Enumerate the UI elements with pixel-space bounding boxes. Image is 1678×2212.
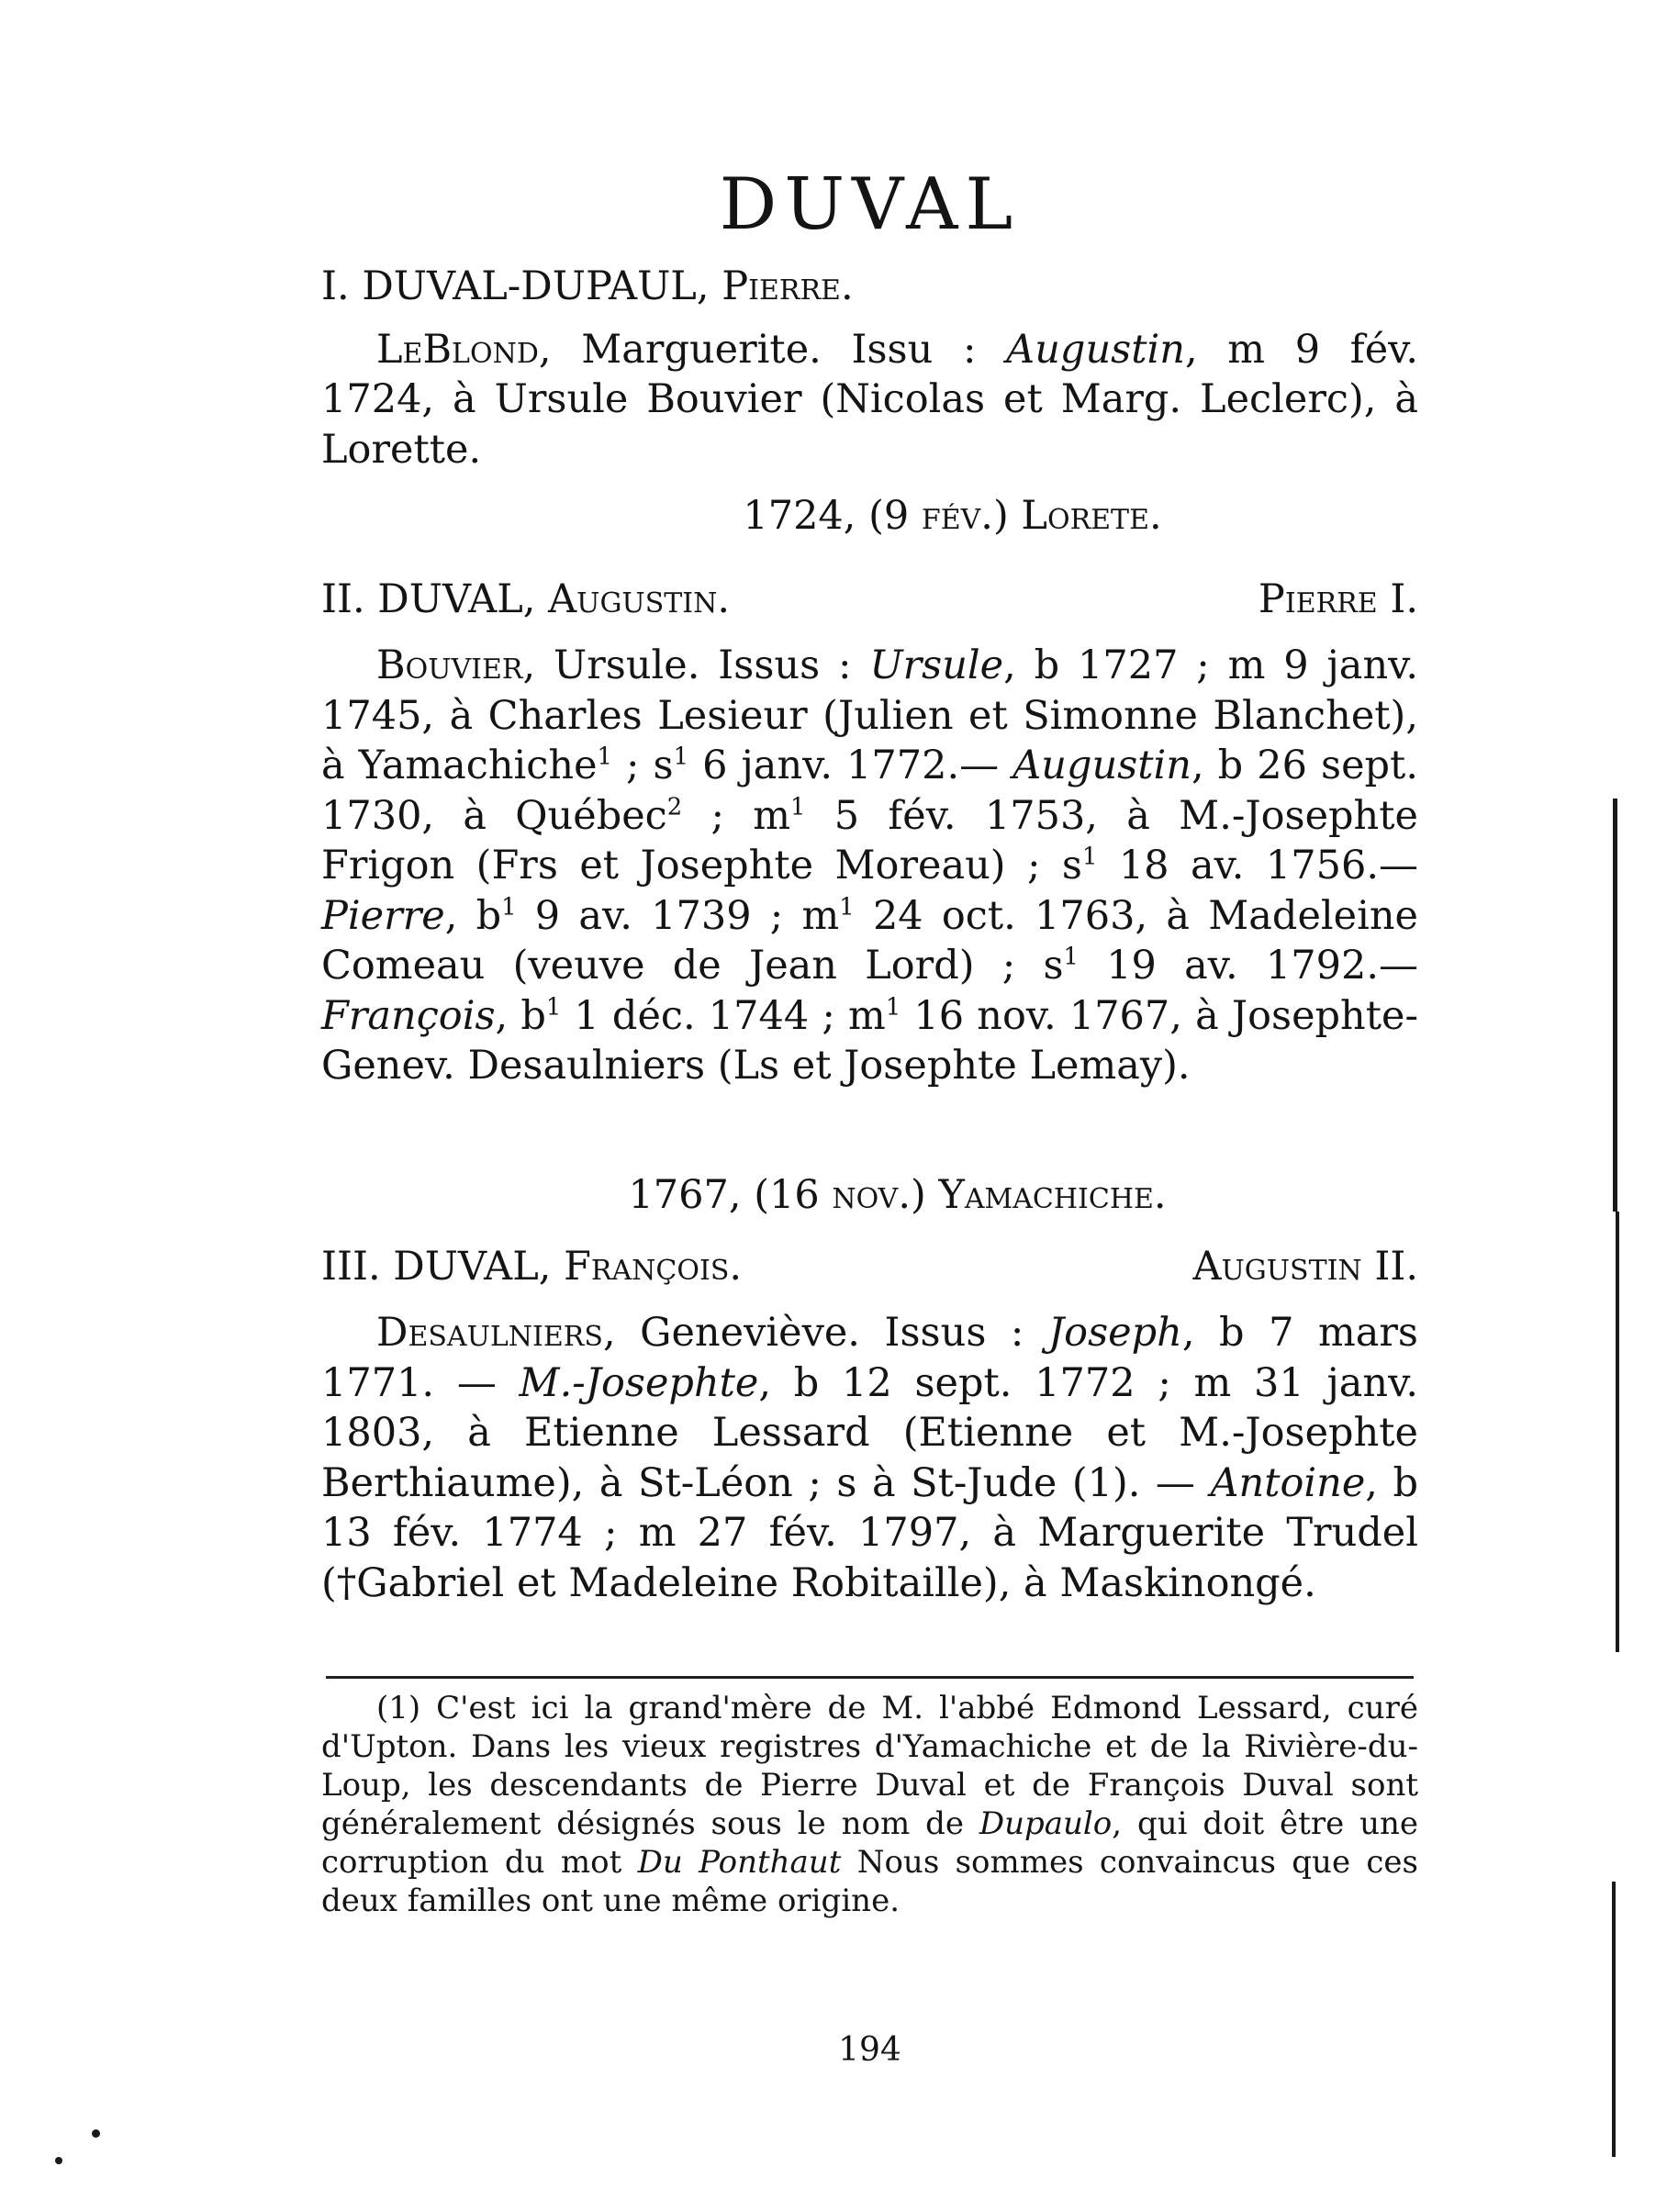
- entry-3-text: , b 12 sept. 1772 ; m 31 janv. 1803, à Etienne Lessard (Etienne et M.-Josephte Berthiaume), à St-Léon ; s à St-Jude (1). —: [321, 1359, 1418, 1506]
- footnote-ref: 1: [501, 893, 517, 922]
- entry-2-text: 6 janv. 1772.—: [688, 743, 1013, 788]
- footnote-ref: 2: [666, 793, 683, 821]
- entry-2-text: 18 av. 1756.—: [1097, 843, 1418, 888]
- footnote-italic: Du Ponthaut: [637, 1844, 842, 1881]
- entry-2-text: 19 av. 1792.—: [1078, 943, 1418, 989]
- entry-3-spouse: Desaulniers: [376, 1310, 603, 1356]
- entry-3-text: , b 7 mars 1771. —: [321, 1310, 1418, 1406]
- footnote-rule: [326, 1676, 1414, 1679]
- footnote-ref: 1: [545, 993, 562, 1022]
- scan-edge-mark: [1612, 1882, 1616, 2157]
- entry-3-child-1: Joseph: [1047, 1310, 1182, 1356]
- entry-2-text: 24 oct. 1763, à Madeleine Comeau (veuve de Jean Lord) ; s: [321, 892, 1418, 989]
- entry-3-heading: [321, 1244, 1418, 1290]
- entry-2-child-2: Augustin: [1012, 743, 1191, 788]
- footnote-text: (1) C'est ici la grand'mère de M. l'abbé Edmond Lessard, curé d'Upton. Dans les vieux registres d'Yamachiche et de la Rivière-du-Loup, les descendants de Pierre Duval et de François Duval sont généralement désignés sous le nom de: [321, 1690, 1418, 1842]
- footnote-ref: 1: [839, 893, 855, 922]
- entry-2-text: , b: [495, 992, 546, 1039]
- entry-3-child-2: M.-Josephte: [519, 1359, 759, 1406]
- scan-speck: [92, 2129, 100, 2138]
- entry-2-text: 5 fév. 1753, à M.-Josephte Frigon (Frs et Josephte Moreau) ; s: [321, 792, 1418, 888]
- entry-2-text: , b: [444, 892, 502, 939]
- entry-2-issus: , Ursule. Issus :: [522, 642, 870, 688]
- scan-speck: [55, 2157, 62, 2164]
- entry-3-heading-left: III. DUVAL, François.: [321, 1244, 743, 1290]
- entry-3-paragraph: [321, 1308, 1418, 1608]
- entry-2-child-3: Pierre: [321, 892, 445, 939]
- footnote-ref: 1: [790, 793, 806, 821]
- scan-edge-mark: [1613, 799, 1617, 1212]
- entry-2-heading-right: Pierre I.: [1258, 576, 1418, 622]
- entry-2-text: ; s: [611, 743, 674, 788]
- entry-2-text: ; m: [682, 792, 791, 839]
- entry-1: [321, 262, 1418, 542]
- entry-2-text: 9 av. 1739 ; m: [516, 892, 840, 939]
- entry-3-heading-right: Augustin II.: [1192, 1244, 1418, 1290]
- entry-2-text: 1 déc. 1744 ; m: [561, 992, 886, 1039]
- entry-1-child: Augustin: [1006, 326, 1185, 373]
- marriage-1: 1724, (9 fév.) Lorete.: [743, 493, 1162, 539]
- entry-1-spouse: LeBlond: [376, 326, 539, 373]
- entry-2-text: 16 nov. 1767, à Josephte-Genev. Desaulniers (Ls et Josephte Lemay).: [321, 992, 1418, 1089]
- entry-2-text: , b 26 sept. 1730, à Québec: [321, 743, 1419, 839]
- entry-2-child-4: François: [321, 992, 496, 1039]
- entry-2-spouse: Bouvier: [376, 642, 523, 688]
- entry-2-paragraph: [321, 641, 1418, 1091]
- scan-edge-mark: [1616, 1212, 1619, 1652]
- footnote-ref: 1: [673, 743, 689, 771]
- entry-1-heading: [321, 262, 1418, 312]
- footnote-ref: 1: [885, 993, 901, 1022]
- footnote-text: , qui doit être une corruption du mot: [321, 1805, 1419, 1881]
- footnote-ref: 1: [1081, 843, 1098, 871]
- page-number: 194: [838, 2031, 901, 2069]
- entry-2-child-1: Ursule: [869, 642, 1004, 688]
- entry-1-issu: , Marguerite. Issu :: [538, 326, 1007, 373]
- entry-1-heading-text: I. DUVAL-DUPAUL, Pierre.: [321, 263, 854, 309]
- entry-2-heading: [321, 576, 1418, 622]
- footnote-ref: 1: [1063, 943, 1079, 971]
- entry-3-text: , b 13 fév. 1774 ; m 27 fév. 1797, à Marguerite Trudel (†Gabriel et Madeleine Robitaille), à Maskinongé.: [321, 1459, 1418, 1606]
- entry-3-issus: , Geneviève. Issus :: [602, 1310, 1048, 1356]
- entry-1-child-detail: , m 9 fév. 1724, à Ursule Bouvier (Nicolas et Marg. Leclerc), à Lorette.: [321, 326, 1419, 473]
- marriage-2: 1767, (16 nov.) Yamachiche.: [628, 1172, 1167, 1218]
- entry-1-paragraph: [321, 325, 1418, 475]
- entry-3-child-3: Antoine: [1210, 1459, 1366, 1506]
- footnote-text: Nous sommes convaincus que ces deux familles ont une même origine.: [321, 1844, 1419, 1919]
- footnote-italic: Dupaulo: [979, 1805, 1113, 1842]
- entry-2-child-1-detail: , b 1727 ; m 9 janv. 1745, à Charles Lesieur (Julien et Simonne Blanchet), à Yamachiche: [321, 642, 1418, 788]
- page-title: DUVAL: [719, 163, 1021, 246]
- footnote: [321, 1689, 1418, 1920]
- entry-2-heading-left: II. DUVAL, Augustin.: [321, 576, 731, 622]
- footnote-ref: 1: [597, 743, 612, 771]
